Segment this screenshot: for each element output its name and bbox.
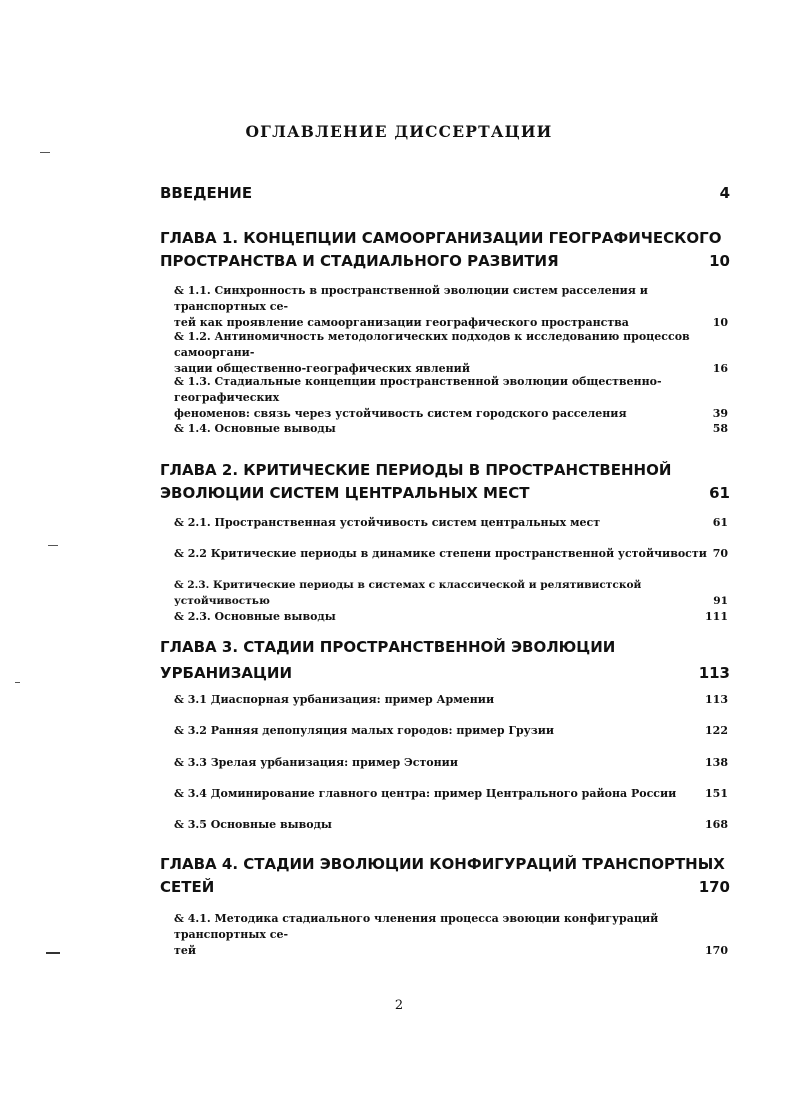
toc-chapter-3[interactable] — [160, 634, 730, 686]
chapter-page: 170 — [698, 878, 730, 896]
section-line: & 1.2. Антиномичность методологических подходов к исследованию процессов самооргани- — [174, 330, 690, 359]
section-line: & 2.3. Критические периоды в системах с классической и релятивистской устойчивостью — [174, 579, 642, 607]
toc-section-2-3[interactable] — [174, 577, 728, 609]
toc-chapter-1[interactable] — [160, 227, 730, 273]
section-line: & 1.4. Основные выводы — [174, 422, 336, 435]
toc-intro[interactable] — [160, 182, 730, 205]
section-line: & 1.3. Стадиальные концепции пространственной эволюции общественно-географических — [174, 375, 662, 404]
toc-section-3-1[interactable] — [174, 692, 728, 708]
section-line: & 2.3. Основные выводы — [174, 610, 336, 623]
section-page: 170 — [705, 944, 728, 957]
section-page: 61 — [712, 516, 728, 529]
page-number: 2 — [394, 998, 404, 1013]
section-line: тей как проявление самоорганизации географического пространства — [174, 316, 629, 329]
chapter-title-line: ГЛАВА 3. СТАДИИ ПРОСТРАНСТВЕННОЙ ЭВОЛЮЦИИ — [160, 638, 616, 656]
toc-chapter-4[interactable] — [160, 853, 730, 899]
section-line: & 2.2 Критические периоды в динамике степени пространственной устойчивости — [174, 547, 707, 560]
chapter-title-line: ГЛАВА 1. КОНЦЕПЦИИ САМООРГАНИЗАЦИИ ГЕОГРАФИЧЕСКОГО — [160, 229, 722, 247]
toc-section-1-4[interactable] — [174, 421, 728, 437]
section-line: & 3.1 Диаспорная урбанизация: пример Армении — [174, 693, 495, 706]
chapter-page: 113 — [698, 664, 730, 682]
section-page: 91 — [713, 595, 728, 607]
section-line: тей — [174, 944, 196, 957]
section-line: феноменов: связь через устойчивость систем городского расселения — [174, 407, 627, 420]
toc-section-1-3[interactable] — [174, 374, 728, 422]
chapter-page: 61 — [709, 484, 730, 502]
section-page: 70 — [712, 547, 728, 560]
section-line: зации общественно-географических явлений — [174, 362, 471, 375]
toc-section-3-3[interactable] — [174, 755, 728, 771]
toc-section-4-1[interactable] — [174, 911, 728, 959]
chapter-page: 10 — [709, 252, 730, 270]
chapter-title-line: ГЛАВА 4. СТАДИИ ЭВОЛЮЦИИ КОНФИГУРАЦИЙ ТРАНСПОРТНЫХ — [160, 855, 725, 873]
section-line: & 3.5 Основные выводы — [174, 818, 332, 831]
section-line: & 3.4 Доминирование главного центра: пример Центрального района России — [174, 787, 677, 800]
scan-mark — [48, 545, 58, 546]
section-line: & 2.1. Пространственная устойчивость систем центральных мест — [174, 516, 601, 529]
section-page: 58 — [712, 422, 728, 435]
toc-section-2-2[interactable] — [174, 546, 728, 562]
chapter-title-line: ЭВОЛЮЦИИ СИСТЕМ ЦЕНТРАЛЬНЫХ МЕСТ — [160, 484, 530, 502]
toc-section-2-4[interactable] — [174, 609, 728, 625]
section-line: & 3.3 Зрелая урбанизация: пример Эстонии — [174, 756, 458, 769]
toc-section-3-4[interactable] — [174, 786, 728, 802]
section-page: 39 — [712, 407, 728, 420]
section-page: 111 — [705, 610, 728, 623]
chapter-title-line: СЕТЕЙ — [160, 878, 215, 896]
chapter-title-line: УРБАНИЗАЦИИ — [160, 664, 292, 682]
section-line: & 1.1. Синхронность в пространственной эволюции систем расселения и транспортных се- — [174, 284, 648, 313]
toc-section-1-2[interactable] — [174, 329, 728, 377]
chapter-title-line: ПРОСТРАНСТВА И СТАДИАЛЬНОГО РАЗВИТИЯ — [160, 252, 559, 270]
page-title: ОГЛАВЛЕНИЕ ДИССЕРТАЦИИ — [245, 122, 553, 141]
toc-section-1-1[interactable] — [174, 283, 728, 331]
section-page: 113 — [705, 693, 728, 706]
section-page: 168 — [705, 818, 728, 831]
toc-chapter-2[interactable] — [160, 459, 730, 505]
section-page: 151 — [705, 787, 728, 800]
scan-mark — [46, 952, 60, 954]
section-line: & 4.1. Методика стадиального членения процесса эвоюции конфигураций транспортных се- — [174, 912, 659, 941]
section-page: 138 — [705, 756, 728, 769]
toc-section-3-5[interactable] — [174, 817, 728, 833]
toc-section-2-1[interactable] — [174, 515, 728, 531]
toc-intro-label: ВВЕДЕНИЕ — [160, 184, 253, 202]
section-page: 16 — [712, 362, 728, 375]
chapter-title-line: ГЛАВА 2. КРИТИЧЕСКИЕ ПЕРИОДЫ В ПРОСТРАНСТВЕННОЙ — [160, 461, 672, 479]
section-page: 10 — [712, 316, 728, 329]
toc-intro-page: 4 — [719, 184, 730, 202]
scan-mark — [40, 152, 50, 153]
section-line: & 3.2 Ранняя депопуляция малых городов: пример Грузии — [174, 724, 555, 737]
scan-mark — [15, 682, 20, 683]
toc-section-3-2[interactable] — [174, 723, 728, 739]
section-page: 122 — [705, 724, 728, 737]
